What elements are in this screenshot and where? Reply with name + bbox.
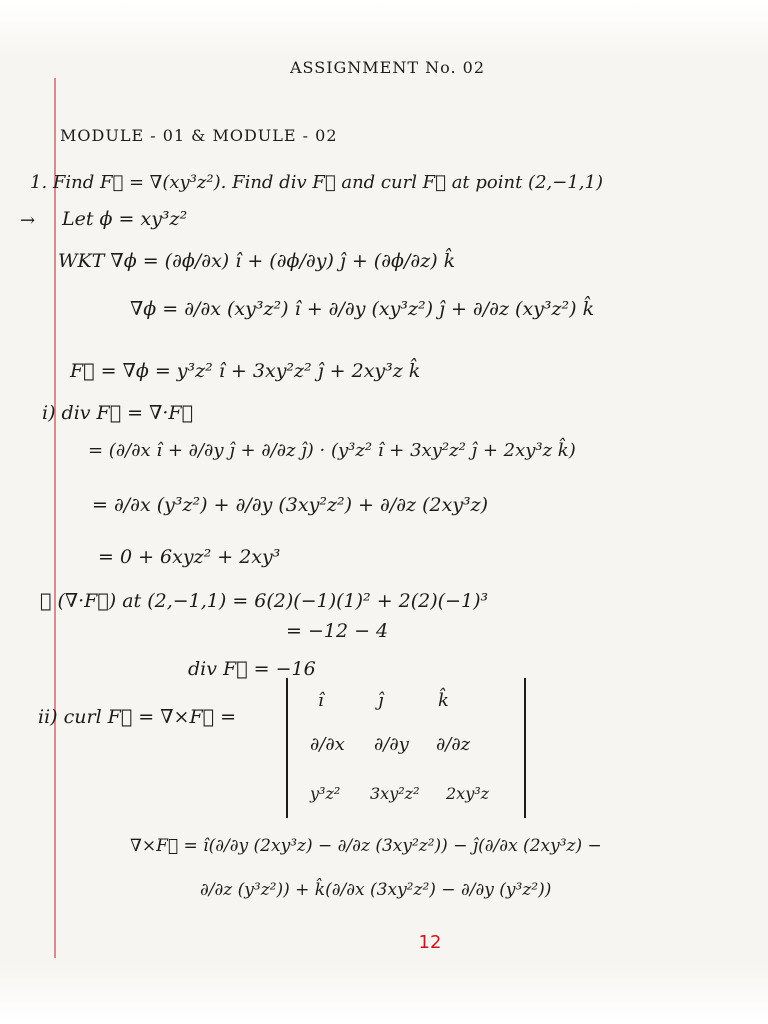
matrix-cell-f2: 3xy²z² <box>370 784 420 803</box>
arrow-icon: → <box>20 210 36 231</box>
divergence-definition: i) div F⃗ = ∇·F⃗ <box>42 402 194 424</box>
matrix-cell-d-dz: ∂/∂z <box>436 734 471 755</box>
curl-determinant <box>286 678 526 818</box>
divergence-step-2: = ∂/∂x (y³z²) + ∂/∂y (3xy²z²) + ∂/∂z (2xy³z) <box>92 494 489 516</box>
curl-definition: ii) curl F⃗ = ∇×F⃗ = <box>38 706 236 728</box>
divergence-arithmetic: = −12 − 4 <box>286 620 389 642</box>
margin-rule <box>54 78 56 958</box>
let-phi: Let ϕ = xy³z² <box>62 208 188 230</box>
matrix-cell-k: k̂ <box>438 690 449 711</box>
matrix-cell-d-dx: ∂/∂x <box>310 734 345 755</box>
field-result: F⃗ = ∇ϕ = y³z² î + 3xy²z² ĵ + 2xy³z k̂ <box>70 360 421 382</box>
divergence-step-1: = (∂/∂x î + ∂/∂y ĵ + ∂/∂z ĵ) · (y³z² î + 3xy²z² ĵ + 2xy³z k̂) <box>88 440 576 461</box>
divergence-result: div F⃗ = −16 <box>188 658 316 680</box>
assignment-title: ASSIGNMENT No. 02 <box>290 58 485 77</box>
module-heading: MODULE - 01 & MODULE - 02 <box>60 126 338 145</box>
page-number: 12 <box>418 932 442 953</box>
gradient-expansion: ∇ϕ = ∂/∂x (xy³z²) î + ∂/∂y (xy³z²) ĵ + ∂/∂z (xy³z²) k̂ <box>130 298 595 320</box>
divergence-at-point: ∴ (∇·F⃗) at (2,−1,1) = 6(2)(−1)(1)² + 2(2)(−1)³ <box>40 590 489 612</box>
matrix-cell-f3: 2xy³z <box>446 784 490 803</box>
matrix-cell-j: ĵ <box>378 690 384 711</box>
matrix-cell-d-dy: ∂/∂y <box>374 734 409 755</box>
matrix-cell-i: î <box>318 690 324 711</box>
curl-expansion-1: ∇×F⃗ = î(∂/∂y (2xy³z) − ∂/∂z (3xy²z²)) − ĵ(∂/∂x (2xy³z) − <box>130 836 602 856</box>
page-edge-bottom <box>0 964 768 1024</box>
wkt-gradient: WKT ∇ϕ = (∂ϕ/∂x) î + (∂ϕ/∂y) ĵ + (∂ϕ/∂z) k̂ <box>58 250 456 272</box>
matrix-cell-f1: y³z² <box>310 784 341 803</box>
curl-expansion-2: ∂/∂z (y³z²)) + k̂(∂/∂x (3xy²z²) − ∂/∂y (y³z²)) <box>200 880 552 900</box>
page-edge-top <box>0 0 768 60</box>
divergence-step-3: = 0 + 6xyz² + 2xy³ <box>98 546 281 568</box>
question-1: 1. Find F⃗ = ∇(xy³z²). Find div F⃗ and curl F⃗ at point (2,−1,1) <box>30 172 603 193</box>
